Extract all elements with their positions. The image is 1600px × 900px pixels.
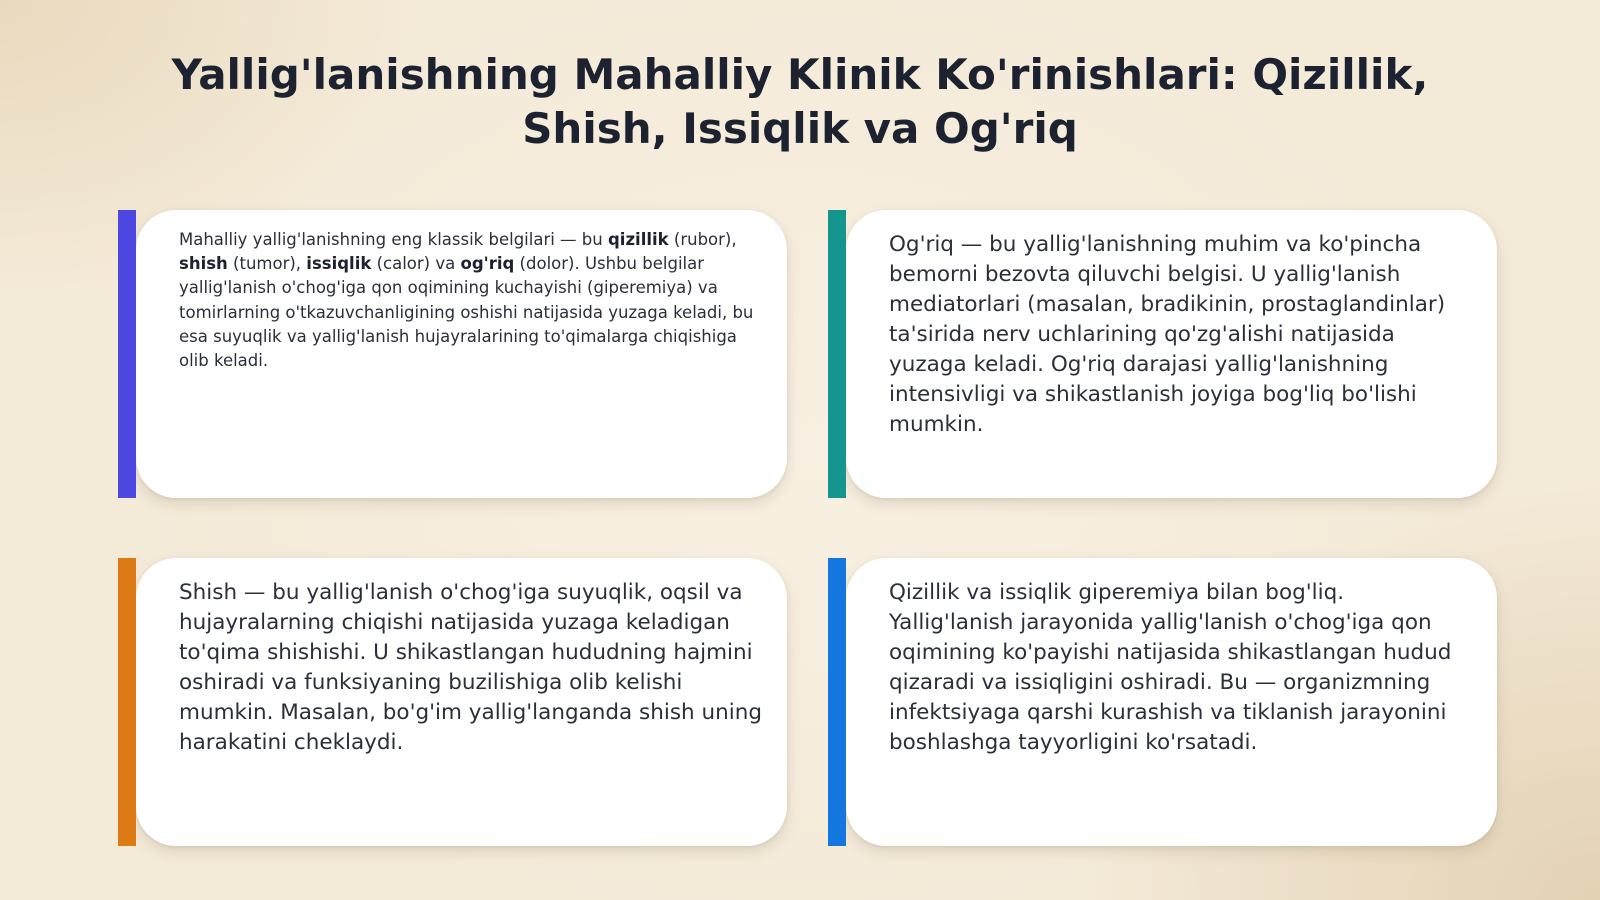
card-accent-bar: [828, 558, 846, 846]
card-text-bold-dolor: og'riq: [460, 254, 515, 274]
card-accent-bar: [828, 210, 846, 498]
page-title: Yallig'lanishning Mahalliy Klinik Ko'rinishlari: Qizillik, Shish, Issiqlik va Og'riq: [171, 50, 1429, 153]
card-text-segment: (tumor),: [227, 254, 307, 274]
card-accent-bar: [118, 210, 136, 498]
info-card-swelling: [136, 558, 787, 846]
card-text-bold-calor: issiqlik: [306, 254, 372, 274]
card-text: Og'riq — bu yallig'lanishning muhim va ko'pincha bemorni bezovta qiluvchi belgisi. U yallig'lanish mediatorlari (masalan, bradikinin, prostaglandinlar) ta'sirida nerv uchlarining qo'zg'alishi natijasida yuzaga keladi. Og'riq darajasi yallig'lanishning intensivligi va shikastlanish joyiga bog'liq bo'lishi mumkin.: [889, 232, 1446, 437]
card-text-segment: Mahalliy yallig'lanishning eng klassik belgilari — bu: [179, 230, 608, 249]
card-text-bold-rubor: qizillik: [607, 230, 669, 249]
card-accent-bar: [118, 558, 136, 846]
card-text-segment: (rubor),: [668, 230, 737, 249]
card-text: [179, 228, 765, 373]
info-card-pain: [846, 210, 1497, 498]
card-text: Qizillik va issiqlik giperemiya bilan bog'liq. Yallig'lanish jarayonida yallig'lanish o'chog'iga qon oqimining ko'payishi natijasida shikastlangan hudud qizaradi va issiqligini oshiradi. Bu — organizmning infektsiyaga qarshi kurashish va tiklanish jarayonini boshlashga tayyorligini ko'rsatadi.: [889, 580, 1452, 755]
card-text-segment: (dolor). Ushbu belgilar yallig'lanish o'chog'iga qon oqimining kuchayishi (giperemiya) va tomirlarning o'tkazuvchanligining oshishi natijasida yuzaga keladi, bu esa suyuqlik va yallig'lanish hujayralarining to'qimalarga chiqishiga olib keladi.: [179, 254, 754, 371]
card-text-bold-tumor: shish: [179, 254, 228, 274]
info-card-classic-signs: [136, 210, 787, 498]
info-card-redness-heat: [846, 558, 1497, 846]
card-text: Shish — bu yallig'lanish o'chog'iga suyuqlik, oqsil va hujayralarning chiqishi natijasida yuzaga keladigan to'qima shishishi. U shikastlangan hududning hajmini oshiradi va funksiyaning buzilishiga olib kelishi mumkin. Masalan, bo'g'im yallig'langanda shish uning harakatini cheklaydi.: [179, 580, 763, 755]
card-text-segment: (calor) va: [371, 254, 461, 274]
